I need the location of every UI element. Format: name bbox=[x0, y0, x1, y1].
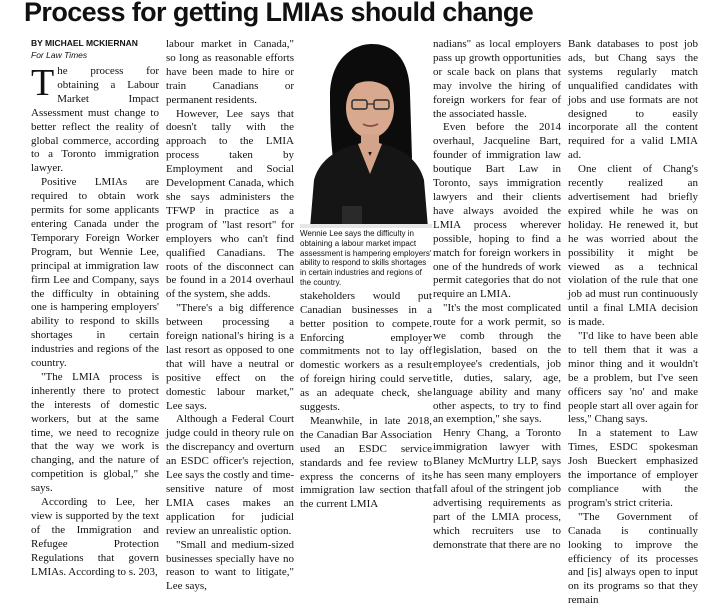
article-column-3 bbox=[300, 38, 432, 512]
photo-caption: Wennie Lee says the difficulty in obtaining a labour market impact assessment is hampering employers' ability to respond to skills shortages in certain industries and regions of the country. bbox=[300, 229, 432, 287]
byline: BY MICHAEL MCKIERNAN bbox=[31, 38, 138, 48]
paragraph: "I'd like to have been able to tell them that it was a minor thing and it wouldn't be a problem, but I've seen officers say 'no' and make people start all over again for less," Chang says. bbox=[568, 330, 698, 426]
paragraph: stakeholders would put Canadian businesses in a better position to compete. Enforcing employer commitments not to lay off domestic workers as a result of foreign hiring could serve as an adequate check, she suggests. bbox=[300, 289, 432, 414]
article-column-5 bbox=[568, 38, 698, 608]
lead-paragraph: The process for obtaining a Labour Market Impact Assessment must change to better reflect the reality of global commerce, according to a Toronto immigration lawyer. bbox=[31, 62, 159, 175]
paragraph: "The Government of Canada is continually looking to improve the efficiency of its processes and [is] always open to input on its programs so that they remain bbox=[568, 510, 698, 607]
paragraph: labour market in Canada," so long as reasonable efforts have been made to hire or train Canadians or permanent residents. bbox=[166, 38, 294, 106]
paragraph: "It's the most complicated route for a work permit, so we comb through the legislation, based on the employee's credentials, job title, duties, salary, age, language ability and many other aspects, to try to find an exemption," she says. bbox=[433, 302, 561, 426]
paragraph: Although a Federal Court judge could in theory rule on the discrepancy and overturn an ESDC officer's rejection, Lee says the costly and time-sensitive nature of most LMIA cases makes an application for judicial review an unrealistic option. bbox=[166, 413, 294, 537]
paragraph: Even before the 2014 overhaul, Jacqueline Bart, founder of immigration law boutique Bart Law in Toronto, says immigration lawyers and their clients have always avoided the LMIA process wherever possible, hoping to find a match for foreign workers in one of the hundreds of work permit categories that do not require an LMIA. bbox=[433, 121, 561, 301]
paragraph: "Small and medium-sized businesses specially have no reason to want to litigate," Lee says, bbox=[166, 538, 294, 593]
byline-outlet: For Law Times bbox=[31, 50, 88, 60]
paragraph: "The LMIA process is inherently there to protect the interests of domestic workers, but at the same time, we need to recognize that the way we work is changing, and the nature of competition is global," she says. bbox=[31, 370, 159, 495]
headline: Process for getting LMIAs should change bbox=[24, 0, 534, 27]
paragraph: Henry Chang, a Toronto immigration lawyer with Blaney McMurtry LLP, says he has seen many employers fall afoul of the stringent job advertising requirements as part of the LMIA process, which recruiters use to demonstrate that there are no bbox=[433, 427, 561, 551]
paragraph: Positive LMIAs are required to obtain work permits for some applicants entering Canada under the Temporary Foreign Worker Program, but Wennie Lee, principal at immigration law firm Lee and Company, says the difficulty in obtaining one is hampering employers' ability to respond to skills shortages in certain industries and regions of the country. bbox=[31, 176, 159, 370]
paragraph: Bank databases to post job ads, but Chang says the systems regularly match unqualified candidates with jobs and use formats are not designed to easily incorporate all the content required for a valid LMIA ad. bbox=[568, 38, 698, 162]
paragraph: nadians" as local employers pass up growth opportunities or scale back on plans that may involve the hiring of foreign workers for fear of the associated hassle. bbox=[433, 38, 561, 120]
paragraph: However, Lee says that doesn't tally with the approach to the LMIA process taken by Employment and Social Development Canada, which she says administers the TFWP in practice as a program of "last resort" for employers who can't find qualified Canadians. The roots of the disconnect can be found in a 2014 overhaul of the system, she adds. bbox=[166, 107, 294, 301]
article-column-1 bbox=[31, 38, 159, 580]
paragraph: "There's a big difference between processing a foreign national's hiring is a last resort as opposed to one that will have a neutral or positive effect on the domestic labour market," Lee says. bbox=[166, 302, 294, 412]
portrait-illustration bbox=[300, 38, 432, 228]
drop-cap: T bbox=[31, 62, 55, 104]
article-column-4 bbox=[433, 38, 561, 553]
article-column-2 bbox=[166, 38, 294, 594]
paragraph: Meanwhile, in late 2018, the Canadian Bar Association used an ESDC service standards and fee review to express the concerns of its immigration law section that the current LMIA bbox=[300, 414, 432, 511]
paragraph: In a statement to Law Times, ESDC spokesman Josh Bueckert emphasized the importance of employer compliance with the program's strict criteria. bbox=[568, 427, 698, 509]
paragraph: One client of Chang's recently realized an advertisement had briefly expired while he was on holiday. He renewed it, but he was worried about the possibility it might be viewed as a technical violation of the rule that one job ad must run continuously until a final LMIA decision is made. bbox=[568, 163, 698, 329]
portrait-photo bbox=[300, 38, 432, 228]
paragraph: According to Lee, her view is supported by the text of the Immigration and Refugee Protection Regulations that govern LMIAs. According to s. 203, bbox=[31, 496, 159, 578]
